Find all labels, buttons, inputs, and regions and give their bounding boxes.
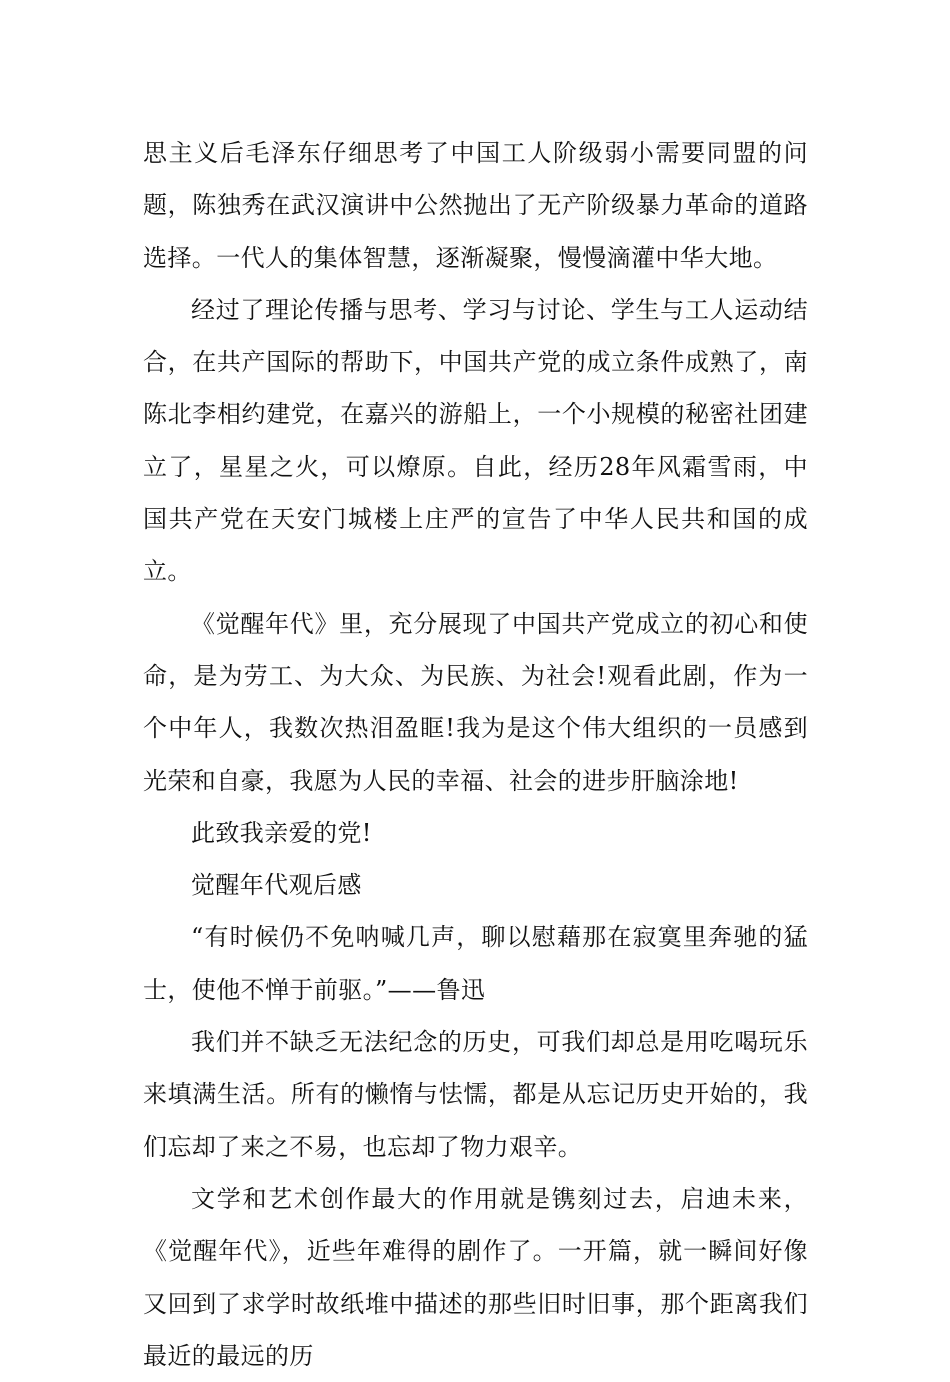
paragraph-3: 《觉醒年代》里，充分展现了中国共产党成立的初心和使命，是为劳工、为大众、为民族、为社会!观看此剧，作为一个中年人，我数次热泪盈眶!我为是这个伟大组织的一员感到光荣和自豪，我愿为人民的幸福、社会的进步肝脑涂地! bbox=[143, 609, 808, 795]
paragraph-5-heading: 觉醒年代观后感 bbox=[191, 871, 362, 900]
document-page bbox=[143, 127, 808, 1382]
paragraph-7: 我们并不缺乏无法纪念的历史，可我们却总是用吃喝玩乐来填满生活。所有的懒惰与怯懦，都是从忘记历史开始的，我们忘却了来之不易，也忘却了物力艰辛。 bbox=[143, 1028, 808, 1161]
paragraph-1: 思主义后毛泽东仔细思考了中国工人阶级弱小需要同盟的问题，陈独秀在武汉演讲中公然抛出了无产阶级暴力革命的道路选择。一代人的集体智慧，逐渐凝聚，慢慢滴灌中华大地。 bbox=[143, 139, 808, 272]
paragraph-4: 此致我亲爱的党! bbox=[191, 818, 372, 847]
paragraph-8: 文学和艺术创作最大的作用就是镌刻过去，启迪未来，《觉醒年代》，近些年难得的剧作了。一开篇，就一瞬间好像又回到了求学时故纸堆中描述的那些旧时旧事，那个距离我们最近的最远的历 bbox=[143, 1184, 808, 1370]
paragraph-2: 经过了理论传播与思考、学习与讨论、学生与工人运动结合，在共产国际的帮助下，中国共产党的成立条件成熟了，南陈北李相约建党，在嘉兴的游船上，一个小规模的秘密社团建立了，星星之火，可以燎原。自此，经历28年风霜雪雨，中国共产党在天安门城楼上庄严的宣告了中华人民共和国的成立。 bbox=[143, 295, 808, 586]
paragraph-6-quote: “有时候仍不免呐喊几声，聊以慰藉那在寂寞里奔驰的猛士，使他不惮于前驱。”——鲁迅 bbox=[143, 923, 808, 1004]
